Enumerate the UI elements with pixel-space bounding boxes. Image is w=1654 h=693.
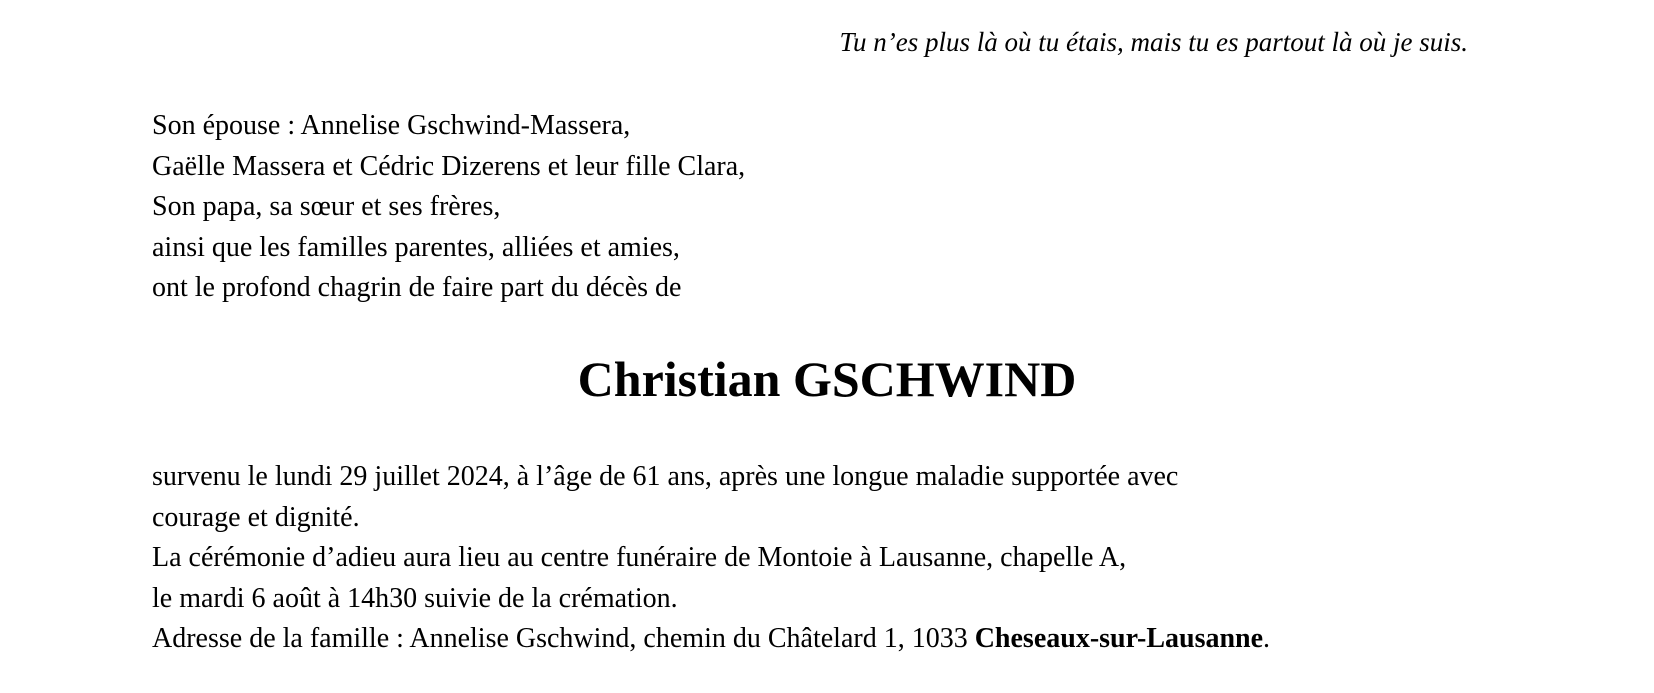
family-announcement — [152, 106, 745, 309]
family-address-line — [152, 619, 1270, 660]
detail-line: survenu le lundi 29 juillet 2024, à l’âge de 61 ans, après une longue maladie supportée avec — [152, 461, 1179, 492]
family-line: ont le profond chagrin de faire part du décès de — [152, 272, 682, 303]
family-line: Gaëlle Massera et Cédric Dizerens et leur fille Clara, — [152, 150, 746, 182]
deceased-name: Christian GSCHWIND — [577, 351, 1077, 407]
funeral-details — [152, 457, 1270, 660]
epigraph-quote: Tu n’es plus là où tu étais, mais tu es partout là où je suis. — [839, 27, 1468, 57]
detail-line: La cérémonie d’adieu aura lieu au centre funéraire de Montoie à Lausanne, chapelle A, — [152, 542, 1127, 573]
address-period: . — [1263, 623, 1271, 654]
family-line: Son papa, sa sœur et ses frères, — [152, 191, 501, 222]
detail-line: le mardi 6 août à 14h30 suivie de la crémation. — [152, 582, 678, 614]
detail-line: courage et dignité. — [152, 501, 360, 533]
address-text: Adresse de la famille : Annelise Gschwind, chemin du Châtelard 1, 1033 — [152, 623, 975, 654]
address-city: Cheseaux-sur-Lausanne — [974, 623, 1264, 654]
family-line: Son épouse : Annelise Gschwind-Massera, — [152, 110, 631, 141]
family-line: ainsi que les familles parentes, alliées et amies, — [152, 231, 680, 263]
